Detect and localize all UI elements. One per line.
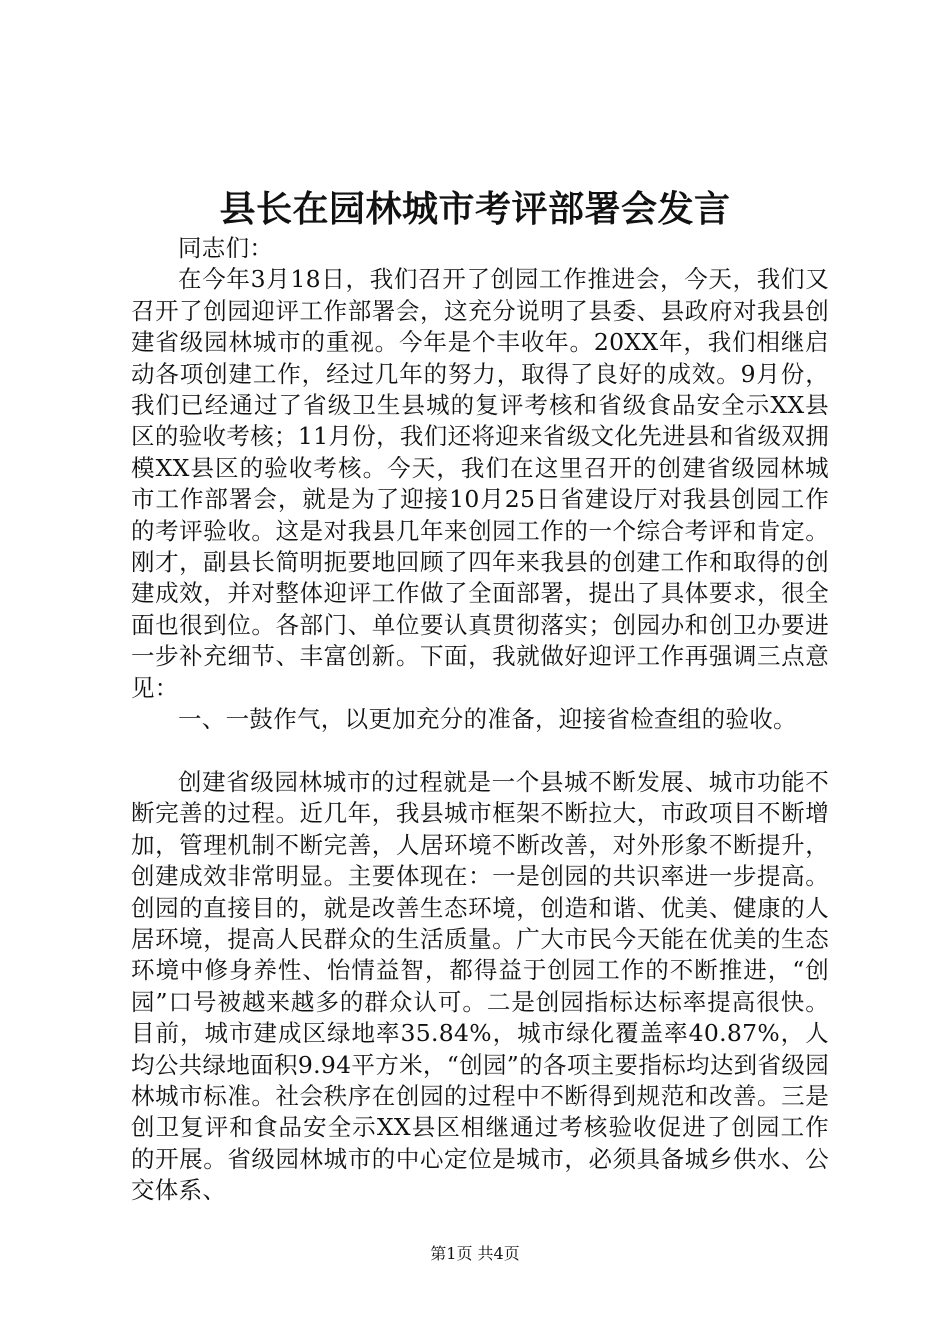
document-title: 县长在园林城市考评部署会发言 xyxy=(219,189,731,230)
salutation-paragraph: 同志们： xyxy=(178,234,274,262)
document-body xyxy=(131,233,829,1207)
section-heading-1: 一、一鼓作气，以更加充分的准备，迎接省检查组的验收。 xyxy=(178,705,797,734)
page-number-footer: 第1页 共4页 xyxy=(430,1244,520,1263)
section-1-paragraph: 创建省级园林城市的过程就是一个县城不断发展、城市功能不断完善的过程。近几年，我县城市框架不断拉大，市政项目不断增加，管理机制不断完善，人居环境不断改善，对外形象不断提升，创建成效非常明显。主要体现在：一是创园的共识率进一步提高。创园的直接目的，就是改善生态环境，创造和谐、优美、健康的人居环境，提高人民群众的生活质量。广大市民今天能在优美的生态环境中修身养性、怡情益智，都得益于创园工作的不断推进，“创园”口号被越来越多的群众认可。二是创园指标达标率提高很快。目前，城市建成区绿地率35.84%，城市绿化覆盖率40.87%，人均公共绿地面积9.94平方米，“创园”的各项主要指标均达到省级园林城市标准。社会秩序在创园的过程中不断得到规范和改善。三是创卫复评和食品安全示XX县区相继通过考核验收促进了创园工作的开展。省级园林城市的中心定位是城市，必须具备城乡供水、公交体系、 xyxy=(131,767,829,1205)
intro-paragraph: 在今年3月18日，我们召开了创园工作推进会，今天，我们又召开了创园迎评工作部署会，这充分说明了县委、县政府对我县创建省级园林城市的重视。今年是个丰收年。20XX年，我们相继启动各项创建工作，经过几年的努力，取得了良好的成效。9月份，我们已经通过了省级卫生县城的复评考核和省级食品安全示XX县区的验收考核；11月份，我们还将迎来省级文化先进县和省级双拥模XX县区的验收考核。今天，我们在这里召开的创建省级园林城市工作部署会，就是为了迎接10月25日省建设厅对我县创园工作的考评验收。这是对我县几年来创园工作的一个综合考评和肯定。刚才，副县长简明扼要地回顾了四年来我县的创建工作和取得的创建成效，并对整体迎评工作做了全面部署，提出了具体要求，很全面也很到位。各部门、单位要认真贯彻落实；创园办和创卫办要进一步补充细节、丰富创新。下面，我就做好迎评工作再强调三点意见： xyxy=(131,265,829,702)
